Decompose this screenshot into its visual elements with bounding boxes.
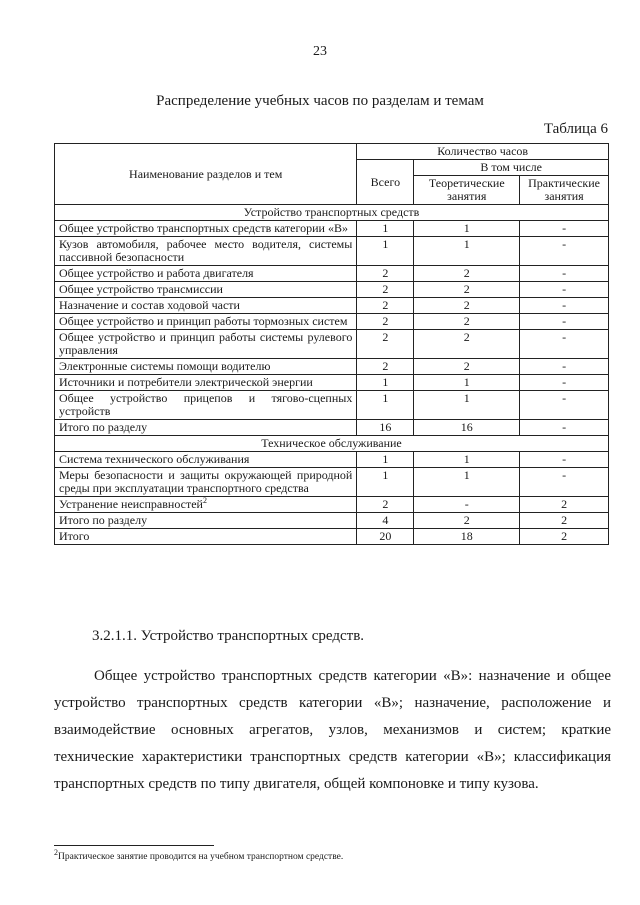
- table-row: [55, 314, 609, 330]
- table-row: [55, 391, 609, 420]
- row-theory: 2: [414, 298, 520, 314]
- row-total: 2: [357, 314, 414, 330]
- row-theory: 1: [414, 375, 520, 391]
- row-practice: -: [520, 237, 609, 266]
- row-name: [55, 314, 357, 330]
- row-name-text: Электронные системы помощи водителю: [59, 359, 271, 373]
- row-name: [55, 266, 357, 282]
- row-name: [55, 298, 357, 314]
- row-theory: 16: [414, 420, 520, 436]
- row-total: 2: [357, 282, 414, 298]
- table-row: [55, 497, 609, 513]
- row-name: Итого по разделу: [55, 420, 357, 436]
- row-theory: 1: [414, 391, 520, 420]
- row-theory: 2: [414, 513, 520, 529]
- row-practice: 2: [520, 513, 609, 529]
- table-row: [55, 221, 609, 237]
- row-name: [55, 237, 357, 266]
- row-name-text: Назначение и состав ходовой части: [59, 298, 240, 312]
- table-row: [55, 452, 609, 468]
- row-practice: -: [520, 221, 609, 237]
- table-row: [55, 330, 609, 359]
- row-practice: -: [520, 298, 609, 314]
- row-total: 2: [357, 497, 414, 513]
- footnote-reference: 2: [202, 496, 207, 505]
- row-practice: -: [520, 468, 609, 497]
- row-name: [55, 330, 357, 359]
- row-name-text: Общее устройство прицепов и тягово-сцепных устройств: [59, 391, 353, 418]
- row-theory: 1: [414, 221, 520, 237]
- header-theory: Теоретические занятия: [414, 176, 520, 205]
- row-practice: -: [520, 330, 609, 359]
- row-practice: -: [520, 314, 609, 330]
- row-name-text: Общее устройство транспортных средств категории «В»: [59, 221, 348, 235]
- row-theory: -: [414, 497, 520, 513]
- document-title: Распределение учебных часов по разделам и темам: [156, 93, 484, 109]
- row-name-text: Кузов автомобиля, рабочее место водителя, системы пассивной безопасности: [59, 237, 353, 264]
- row-name-text: Устранение неисправностей: [59, 497, 203, 511]
- body-paragraph: Общее устройство транспортных средств категории «В»: назначение и общее устройство транспортных средств категории «В»; назначение, расположение и взаимодействие основных агрегатов, узлов, механизмов и систем; краткие технические характеристики транспортных средств категории «В»; классификация транспортных средств по типу двигателя, общей компоновке и типу кузова.: [54, 668, 611, 792]
- table-row-subtotal: [55, 513, 609, 529]
- footnote-text: Практическое занятие проводится на учебном транспортном средстве.: [58, 852, 344, 862]
- row-name-text: Меры безопасности и защиты окружающей природной среды при эксплуатации транспортного средства: [59, 468, 353, 495]
- row-theory: 2: [414, 266, 520, 282]
- table-row: [55, 298, 609, 314]
- section-title: Техническое обслуживание: [55, 436, 609, 452]
- row-total: 1: [357, 237, 414, 266]
- row-total: 1: [357, 452, 414, 468]
- row-name: [55, 452, 357, 468]
- row-total: 2: [357, 330, 414, 359]
- row-practice: 2: [520, 529, 609, 545]
- row-theory: 2: [414, 330, 520, 359]
- row-name: [55, 468, 357, 497]
- row-total: 20: [357, 529, 414, 545]
- header-total: Всего: [357, 160, 414, 205]
- row-practice: -: [520, 452, 609, 468]
- table-row: [55, 468, 609, 497]
- row-total: 16: [357, 420, 414, 436]
- row-practice: -: [520, 375, 609, 391]
- header-including: В том числе: [414, 160, 609, 176]
- row-name: Итого по разделу: [55, 513, 357, 529]
- row-total: 1: [357, 468, 414, 497]
- table-row: [55, 282, 609, 298]
- table-row: [55, 375, 609, 391]
- page-number: 23: [313, 44, 327, 59]
- table-row-grand-total: [55, 529, 609, 545]
- row-theory: 2: [414, 282, 520, 298]
- row-practice: -: [520, 282, 609, 298]
- header-practice: Практические занятия: [520, 176, 609, 205]
- row-name: Итого: [55, 529, 357, 545]
- table-row: [55, 359, 609, 375]
- row-practice: -: [520, 266, 609, 282]
- header-hours-group: Количество часов: [357, 144, 609, 160]
- row-name-text: Общее устройство и принцип работы системы рулевого управления: [59, 330, 353, 357]
- row-total: 2: [357, 266, 414, 282]
- row-theory: 2: [414, 314, 520, 330]
- row-practice: -: [520, 391, 609, 420]
- row-name: [55, 359, 357, 375]
- row-name-text: Система технического обслуживания: [59, 452, 250, 466]
- section-title: Устройство транспортных средств: [55, 205, 609, 221]
- table-row: [55, 237, 609, 266]
- row-theory: 2: [414, 359, 520, 375]
- row-name-text: Общее устройство и работа двигателя: [59, 266, 254, 280]
- table-label: Таблица 6: [543, 121, 608, 137]
- header-name-column: Наименование разделов и тем: [55, 144, 357, 205]
- hours-table: [54, 143, 609, 545]
- table-row: [55, 266, 609, 282]
- row-name-text: Источники и потребители электрической энергии: [59, 375, 313, 389]
- row-name: [55, 221, 357, 237]
- row-practice: -: [520, 359, 609, 375]
- row-name: [55, 282, 357, 298]
- row-theory: 1: [414, 468, 520, 497]
- row-theory: 18: [414, 529, 520, 545]
- row-total: 1: [357, 221, 414, 237]
- row-name: [55, 497, 357, 513]
- table-row-subtotal: [55, 420, 609, 436]
- subsection-heading: 3.2.1.1. Устройство транспортных средств.: [92, 628, 365, 644]
- row-total: 2: [357, 359, 414, 375]
- row-total: 1: [357, 391, 414, 420]
- row-name-text: Общее устройство и принцип работы тормозных систем: [59, 314, 348, 328]
- footnote-divider: [54, 845, 214, 846]
- footnote-marker: 2: [54, 847, 58, 857]
- row-theory: 1: [414, 237, 520, 266]
- row-name-text: Общее устройство трансмиссии: [59, 282, 223, 296]
- row-name: [55, 375, 357, 391]
- row-practice: 2: [520, 497, 609, 513]
- row-total: 2: [357, 298, 414, 314]
- row-name: [55, 391, 357, 420]
- row-practice: -: [520, 420, 609, 436]
- row-total: 1: [357, 375, 414, 391]
- row-total: 4: [357, 513, 414, 529]
- row-theory: 1: [414, 452, 520, 468]
- footnote: [54, 847, 344, 862]
